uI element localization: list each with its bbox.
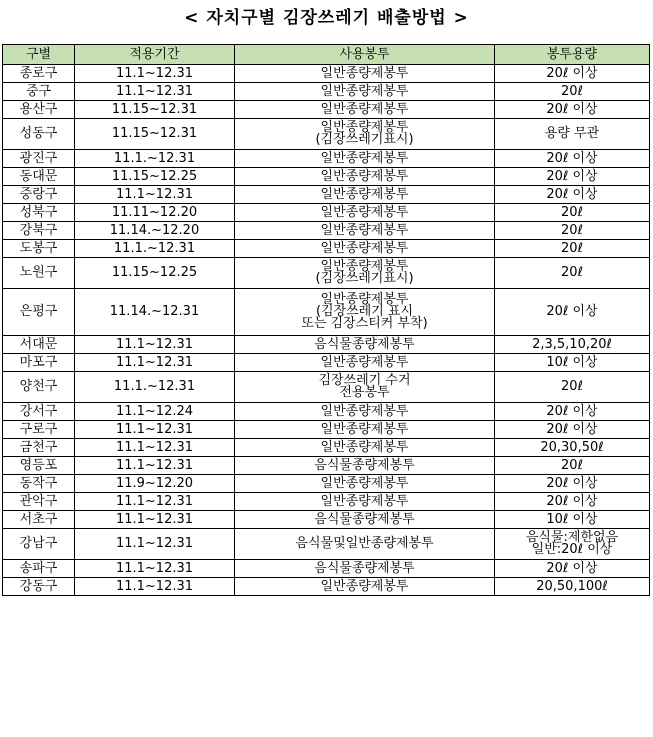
cell-district — [3, 421, 75, 439]
cell-bag-text: 음식물종량제봉투 — [314, 560, 415, 576]
cell-district-text: 강동구 — [19, 578, 58, 594]
cell-bag — [235, 101, 495, 119]
cell-period — [75, 168, 235, 186]
cell-bag — [235, 150, 495, 168]
cell-district-text: 강남구 — [19, 536, 58, 551]
cell-bag-text: 일반종량제봉투 — [320, 168, 409, 184]
table-row — [3, 421, 650, 439]
cell-capacity-text: 20,30,50ℓ — [540, 439, 604, 455]
cell-bag-text: 음식물종량제봉투 — [314, 336, 415, 352]
cell-capacity-text: 20ℓ — [561, 83, 583, 99]
cell-bag — [235, 204, 495, 222]
table-body — [3, 65, 650, 596]
cell-district — [3, 475, 75, 493]
cell-period — [75, 101, 235, 119]
cell-district — [3, 336, 75, 354]
cell-bag-text: 일반종량제봉투 — [320, 186, 409, 202]
cell-bag — [235, 222, 495, 240]
table-row — [3, 372, 650, 403]
cell-period-text: 11.14.~12.20 — [109, 222, 200, 238]
cell-bag-text: 일반종량제봉투 — [320, 493, 409, 509]
cell-capacity — [495, 336, 650, 354]
cell-period-text: 11.15~12.25 — [111, 265, 198, 280]
table-row — [3, 119, 650, 150]
cell-capacity — [495, 511, 650, 529]
table-row — [3, 101, 650, 119]
cell-bag-text: 일반종량제봉투 — [320, 354, 409, 370]
cell-capacity — [495, 83, 650, 101]
cell-bag-text: 일반종량제봉투 — [320, 240, 409, 256]
cell-bag-text: 일반종량제봉투 — [320, 222, 409, 238]
cell-period-text: 11.1~12.31 — [115, 578, 194, 594]
cell-bag — [235, 65, 495, 83]
cell-bag — [235, 83, 495, 101]
cell-district — [3, 354, 75, 372]
cell-capacity — [495, 65, 650, 83]
cell-capacity — [495, 240, 650, 258]
cell-district-text: 서대문 — [19, 336, 58, 352]
cell-capacity-text: 20ℓ 이상 — [546, 475, 598, 491]
cell-period-text: 11.1~12.31 — [115, 536, 194, 551]
cell-period — [75, 289, 235, 336]
cell-bag — [235, 439, 495, 457]
cell-period-text: 11.1~12.31 — [115, 336, 194, 352]
cell-capacity-text: 10ℓ 이상 — [546, 354, 598, 370]
cell-period — [75, 336, 235, 354]
cell-bag — [235, 354, 495, 372]
cell-capacity-text: 20ℓ 이상 — [546, 150, 598, 166]
cell-bag — [235, 421, 495, 439]
cell-district-text: 종로구 — [19, 65, 58, 81]
cell-period-text: 11.1~12.31 — [115, 83, 194, 99]
table-row — [3, 222, 650, 240]
cell-period — [75, 403, 235, 421]
cell-period — [75, 186, 235, 204]
cell-capacity-text: 20ℓ 이상 — [546, 493, 598, 509]
cell-district-text: 은평구 — [19, 304, 58, 319]
cell-bag — [235, 289, 495, 336]
cell-bag-text: 일반종량제봉투 — [320, 83, 409, 99]
cell-bag-text: 김장쓰레기 수거 전용봉투 — [318, 373, 411, 400]
cell-period-text: 11.1~12.31 — [115, 65, 194, 81]
cell-district — [3, 560, 75, 578]
cell-bag — [235, 336, 495, 354]
cell-capacity — [495, 578, 650, 596]
cell-period — [75, 65, 235, 83]
cell-bag-text: 일반종량제봉투 (김장쓰레기표시) — [315, 120, 414, 147]
page-title: < 자치구별 김장쓰레기 배출방법 > — [184, 8, 469, 28]
cell-bag — [235, 240, 495, 258]
cell-capacity-text: 20ℓ 이상 — [546, 168, 598, 184]
table-row — [3, 493, 650, 511]
cell-district — [3, 168, 75, 186]
cell-district — [3, 529, 75, 560]
cell-period — [75, 421, 235, 439]
cell-capacity-text: 20ℓ 이상 — [546, 560, 598, 576]
cell-district-text: 강북구 — [19, 222, 58, 238]
cell-district-text: 송파구 — [19, 560, 58, 576]
cell-period — [75, 354, 235, 372]
cell-period — [75, 578, 235, 596]
cell-bag-text: 일반종량제봉투 — [320, 578, 409, 594]
cell-period-text: 11.1~12.31 — [115, 560, 194, 576]
cell-bag-text: 일반종량제봉투 — [320, 421, 409, 437]
cell-capacity — [495, 258, 650, 289]
cell-bag-text: 일반종량제봉투 (김장쓰레기 표시 또는 김장스티커 부착) — [301, 292, 428, 331]
cell-bag-text: 일반종량제봉투 — [320, 204, 409, 220]
cell-district — [3, 289, 75, 336]
table-row — [3, 65, 650, 83]
cell-district — [3, 240, 75, 258]
cell-district-text: 양천구 — [19, 379, 58, 394]
table-row — [3, 403, 650, 421]
cell-bag-text: 음식물및일반종량제봉투 — [295, 536, 434, 551]
cell-period — [75, 83, 235, 101]
cell-period-text: 11.1.~12.31 — [113, 150, 196, 166]
cell-district-text: 관악구 — [19, 493, 58, 509]
cell-bag-text: 일반종량제봉투 (김장쓰레기표시) — [315, 259, 414, 286]
table-row — [3, 439, 650, 457]
cell-period — [75, 204, 235, 222]
cell-district — [3, 83, 75, 101]
cell-capacity-text: 20ℓ — [561, 265, 583, 280]
cell-district — [3, 101, 75, 119]
cell-period — [75, 439, 235, 457]
cell-district-text: 동대문 — [19, 168, 58, 184]
cell-district — [3, 258, 75, 289]
cell-period-text: 11.1.~12.31 — [113, 379, 196, 394]
cell-capacity-text: 20ℓ — [561, 379, 583, 394]
cell-capacity-text: 20ℓ — [561, 222, 583, 238]
cell-district — [3, 511, 75, 529]
cell-bag — [235, 258, 495, 289]
cell-capacity — [495, 475, 650, 493]
cell-district — [3, 65, 75, 83]
cell-bag-text: 음식물종량제봉투 — [314, 457, 415, 473]
cell-period — [75, 119, 235, 150]
table-row — [3, 204, 650, 222]
cell-capacity — [495, 222, 650, 240]
cell-period — [75, 150, 235, 168]
cell-capacity — [495, 354, 650, 372]
cell-district — [3, 403, 75, 421]
table-row — [3, 168, 650, 186]
cell-district-text: 용산구 — [19, 101, 58, 117]
cell-period — [75, 222, 235, 240]
cell-district-text: 영등포 — [19, 457, 58, 473]
cell-period-text: 11.1~12.31 — [115, 511, 194, 527]
cell-bag-text: 일반종량제봉투 — [320, 65, 409, 81]
cell-period-text: 11.1~12.31 — [115, 457, 194, 473]
cell-period — [75, 493, 235, 511]
cell-capacity — [495, 493, 650, 511]
cell-capacity — [495, 289, 650, 336]
cell-period-text: 11.1~12.31 — [115, 186, 194, 202]
cell-bag — [235, 186, 495, 204]
cell-capacity-text: 20ℓ 이상 — [546, 403, 598, 419]
cell-capacity-text: 2,3,5,10,20ℓ — [532, 336, 612, 352]
cell-district-text: 광진구 — [19, 150, 58, 166]
cell-bag — [235, 475, 495, 493]
table-row — [3, 150, 650, 168]
cell-district-text: 서초구 — [19, 511, 58, 527]
cell-period-text: 11.1~12.31 — [115, 421, 194, 437]
cell-period — [75, 258, 235, 289]
cell-district-text: 성북구 — [19, 204, 58, 220]
table-row — [3, 289, 650, 336]
cell-capacity-text: 20ℓ 이상 — [546, 65, 598, 81]
table-row — [3, 354, 650, 372]
table-row — [3, 529, 650, 560]
cell-district-text: 중구 — [25, 83, 52, 99]
cell-capacity — [495, 560, 650, 578]
cell-bag — [235, 578, 495, 596]
cell-capacity — [495, 457, 650, 475]
cell-bag-text: 일반종량제봉투 — [320, 475, 409, 491]
cell-period-text: 11.9~12.20 — [115, 475, 194, 491]
cell-capacity-text: 20ℓ 이상 — [546, 421, 598, 437]
table-row — [3, 578, 650, 596]
cell-capacity-text: 20ℓ — [561, 457, 583, 473]
cell-period — [75, 475, 235, 493]
cell-bag-text: 일반종량제봉투 — [320, 439, 409, 455]
cell-capacity-text: 10ℓ 이상 — [546, 511, 598, 527]
table-header-row — [3, 45, 650, 65]
cell-district-text: 금천구 — [19, 439, 58, 455]
cell-capacity-text: 20ℓ — [561, 204, 583, 220]
cell-district — [3, 119, 75, 150]
cell-capacity-text: 20ℓ 이상 — [546, 304, 598, 319]
cell-capacity — [495, 119, 650, 150]
header-period: 적용기간 — [75, 45, 235, 65]
cell-capacity — [495, 168, 650, 186]
cell-district — [3, 150, 75, 168]
cell-period-text: 11.1~12.24 — [115, 403, 194, 419]
cell-period-text: 11.1~12.31 — [115, 493, 194, 509]
cell-bag — [235, 403, 495, 421]
cell-capacity-text: 20,50,100ℓ — [536, 578, 608, 594]
cell-capacity — [495, 204, 650, 222]
cell-district — [3, 372, 75, 403]
cell-period-text: 11.1~12.31 — [115, 439, 194, 455]
cell-district — [3, 186, 75, 204]
cell-capacity — [495, 439, 650, 457]
cell-capacity — [495, 150, 650, 168]
header-district: 구별 — [3, 45, 75, 65]
cell-capacity — [495, 101, 650, 119]
cell-district-text: 구로구 — [19, 421, 58, 437]
cell-district-text: 노원구 — [19, 265, 58, 280]
cell-period-text: 11.14.~12.31 — [109, 304, 200, 319]
cell-district — [3, 439, 75, 457]
cell-district-text: 성동구 — [19, 126, 58, 141]
cell-capacity — [495, 186, 650, 204]
cell-period — [75, 372, 235, 403]
cell-capacity — [495, 529, 650, 560]
cell-period — [75, 560, 235, 578]
district-disposal-table — [2, 44, 650, 596]
header-bag: 사용봉투 — [235, 45, 495, 65]
cell-period-text: 11.1~12.31 — [115, 354, 194, 370]
cell-capacity — [495, 403, 650, 421]
cell-capacity — [495, 372, 650, 403]
cell-district-text: 중랑구 — [19, 186, 58, 202]
cell-period — [75, 457, 235, 475]
cell-bag-text: 일반종량제봉투 — [320, 150, 409, 166]
cell-district-text: 강서구 — [19, 403, 58, 419]
cell-period-text: 11.1.~12.31 — [113, 240, 196, 256]
table-row — [3, 336, 650, 354]
table-row — [3, 511, 650, 529]
cell-district — [3, 493, 75, 511]
cell-bag — [235, 168, 495, 186]
table-row — [3, 475, 650, 493]
cell-bag-text: 일반종량제봉투 — [320, 101, 409, 117]
cell-capacity-text: 20ℓ — [561, 240, 583, 256]
cell-capacity-text: 20ℓ 이상 — [546, 101, 598, 117]
cell-capacity-text: 용량 무관 — [544, 126, 600, 141]
cell-bag — [235, 119, 495, 150]
cell-capacity — [495, 421, 650, 439]
table-row — [3, 258, 650, 289]
cell-bag — [235, 457, 495, 475]
cell-period — [75, 529, 235, 560]
cell-bag-text: 음식물종량제봉투 — [314, 511, 415, 527]
cell-period — [75, 240, 235, 258]
header-capacity: 봉투용량 — [495, 45, 650, 65]
cell-district-text: 마포구 — [19, 354, 58, 370]
cell-bag — [235, 560, 495, 578]
cell-district — [3, 578, 75, 596]
table-row — [3, 457, 650, 475]
cell-district-text: 동작구 — [19, 475, 58, 491]
table-row — [3, 186, 650, 204]
cell-period — [75, 511, 235, 529]
table-row — [3, 83, 650, 101]
cell-district — [3, 222, 75, 240]
cell-capacity-text: 음식물:제한없음 일반:20ℓ 이상 — [525, 530, 619, 557]
table-row — [3, 560, 650, 578]
cell-bag — [235, 372, 495, 403]
cell-bag — [235, 493, 495, 511]
cell-bag — [235, 529, 495, 560]
cell-capacity-text: 20ℓ 이상 — [546, 186, 598, 202]
cell-period-text: 11.15~12.25 — [111, 168, 198, 184]
cell-period-text: 11.11~12.20 — [111, 204, 198, 220]
cell-district — [3, 457, 75, 475]
cell-district-text: 도봉구 — [19, 240, 58, 256]
cell-bag — [235, 511, 495, 529]
cell-bag-text: 일반종량제봉투 — [320, 403, 409, 419]
cell-period-text: 11.15~12.31 — [111, 101, 198, 117]
cell-period-text: 11.15~12.31 — [111, 126, 198, 141]
table-row — [3, 240, 650, 258]
cell-district — [3, 204, 75, 222]
